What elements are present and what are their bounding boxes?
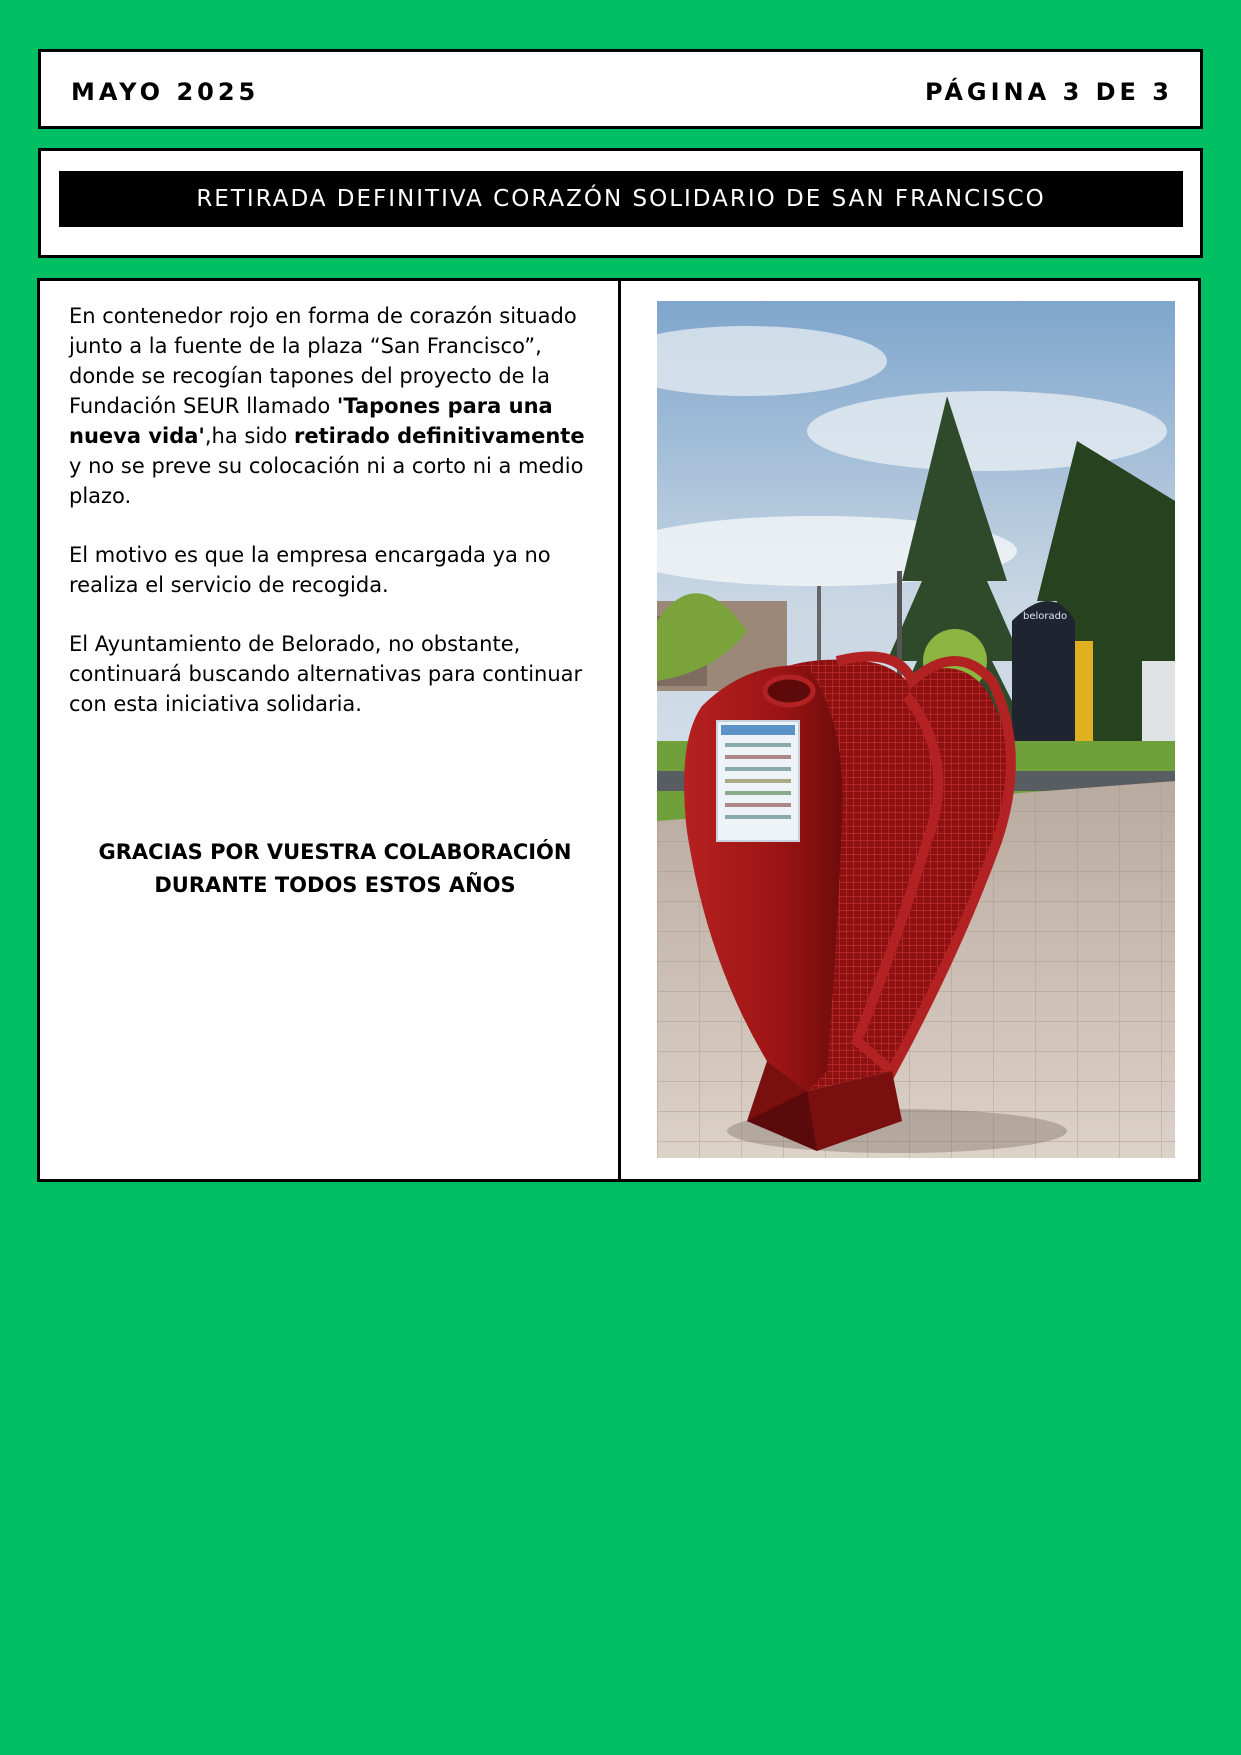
article-title: RETIRADA DEFINITIVA CORAZÓN SOLIDARIO DE SAN FRANCISCO: [59, 171, 1183, 227]
p1-text-a: En contenedor rojo en forma de corazón situado junto a la fuente de la plaza “San Francisco”, donde se recogían tapones del proyecto de la Fundación SEUR llamado: [69, 304, 577, 418]
thanks-message: [40, 836, 630, 902]
page-header: [38, 49, 1203, 129]
thanks-line-2: DURANTE TODOS ESTOS AÑOS: [154, 873, 516, 897]
article-text: [69, 301, 599, 748]
paragraph-2: El motivo es que la empresa encargada ya no realiza el servicio de recogida.: [69, 543, 551, 597]
thanks-line-1: GRACIAS POR VUESTRA COLABORACIÓN: [98, 840, 572, 864]
p1-text-c: y no se preve su colocación ni a corto ni a medio plazo.: [69, 454, 584, 508]
project-name: 'Tapones para una nueva vida': [69, 394, 553, 448]
paragraph-3: El Ayuntamiento de Belorado, no obstante, continuará buscando alternativas para continuar con esta iniciativa solidaria.: [69, 632, 583, 716]
retired-emphasis: retirado definitivamente: [294, 424, 585, 448]
p1-text-b: ,ha sido: [204, 424, 295, 448]
paragraph-1: [69, 301, 599, 511]
photo-illustration: [657, 301, 1175, 1158]
issue-date: MAYO 2025: [71, 78, 260, 106]
title-box: [38, 148, 1203, 258]
column-divider: [618, 281, 621, 1179]
page-number: PÁGINA 3 DE 3: [924, 78, 1173, 106]
article-content: [37, 278, 1201, 1182]
heart-container-photo: [657, 301, 1175, 1158]
sign-text: belorado: [1023, 611, 1068, 622]
